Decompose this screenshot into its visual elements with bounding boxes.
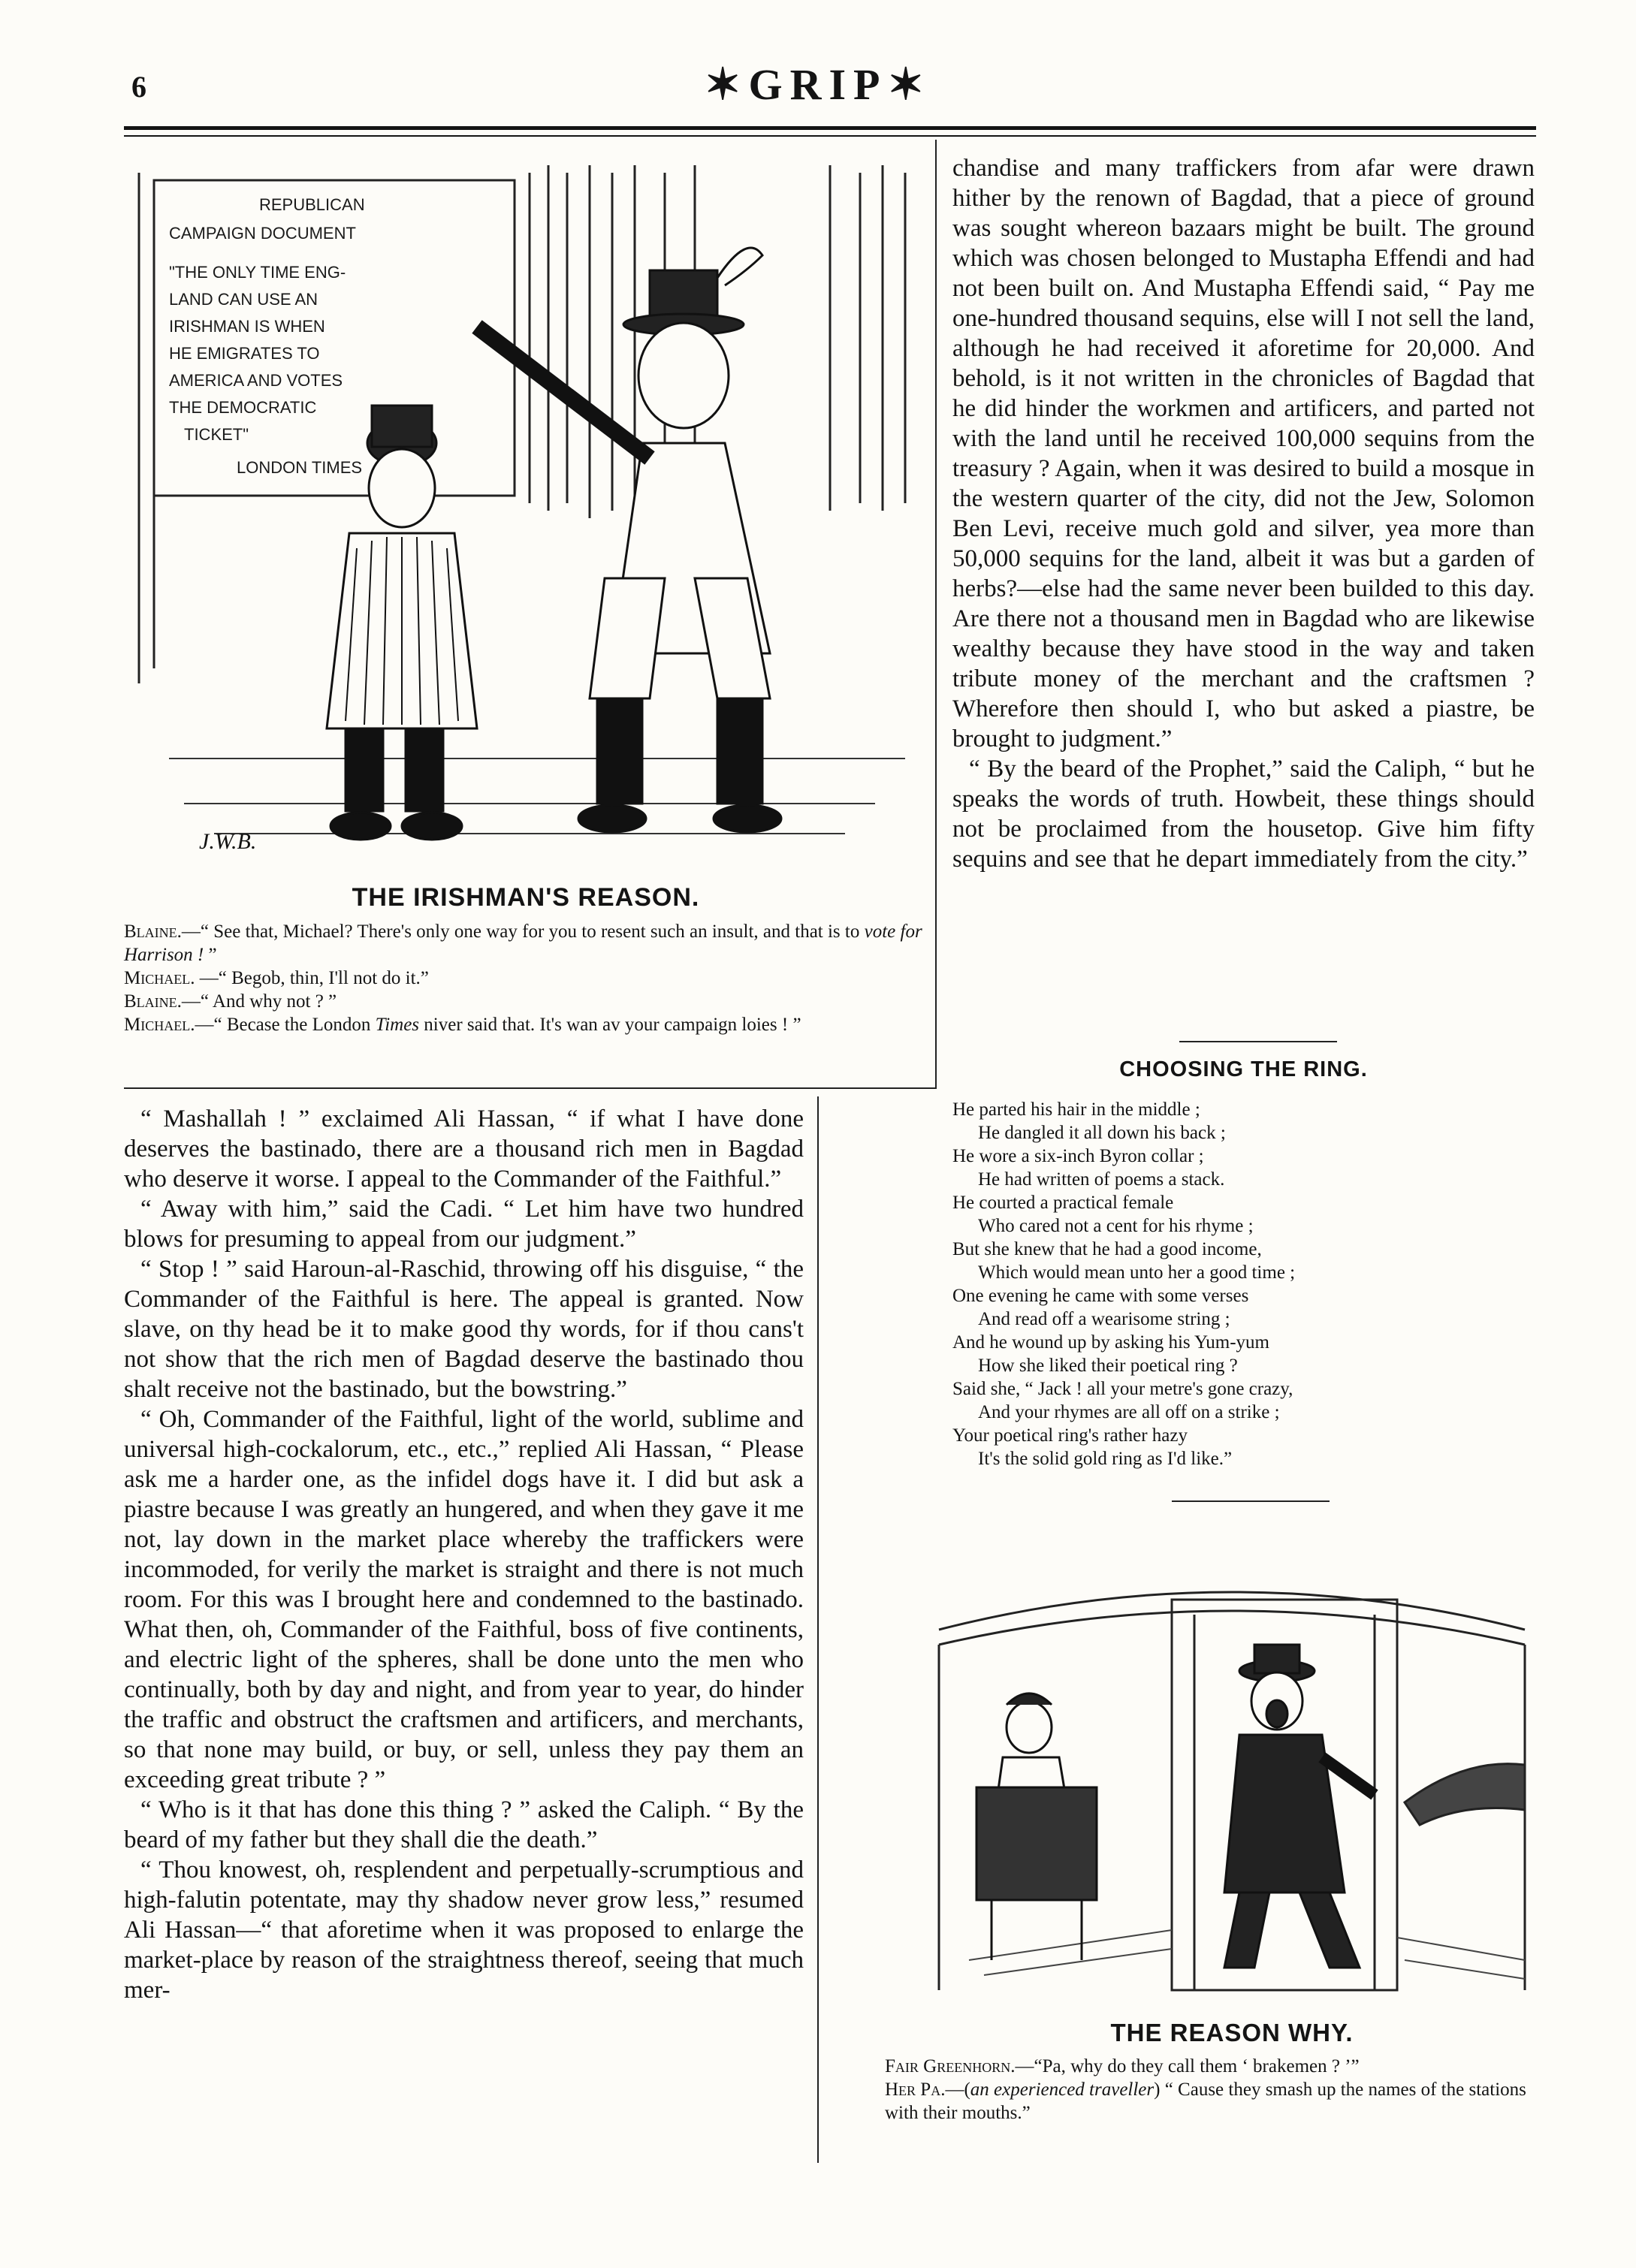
dialogue-line <box>124 967 928 990</box>
right-column-text <box>952 153 1535 874</box>
cartoon-box-bottom-rule <box>124 1087 937 1089</box>
dialogue-text: niver said that. It's wan av your campaign loies ! ” <box>419 1015 801 1035</box>
cartoon1-title: THE IRISHMAN'S REASON. <box>352 883 700 912</box>
poem-line: Said she, “ Jack ! all your metre's gone crazy, <box>952 1379 1293 1399</box>
paragraph: chandise and many traffickers from afar were drawn hither by the renown of Bagdad, that a piece of ground was sought whereon bazaars might be built. The ground which was chosen belonged to Mustapha Effendi and had not been built on. And Mustapha Effendi said, “ Pay me one-hundred thousand sequins, else will I not sell the land, although he had received it aforetime for 20,000. And behold, is it not written in the chronicles of Bagdad that he did hinder the workmen and artificers, and parted not with the land until he received 100,000 sequins from the treasury ? Again, when it was desired to build a mosque in the western quarter of the city, did not the Jew, Solomon Ben Levi, receive much gold and silver, yea more than 50,000 sequins for the land, albeit it was but a garden of herbs?—else had the same never been builded to this day. Are there not a thousand men in Bagdad who are likewise wealthy because they have stood in the way and taken tribute money of the merchant and the craftsmen ? Wherefore then should I, who but asked a piastre, be brought to judgment.” <box>952 155 1535 752</box>
irishmans-reason-cartoon <box>124 158 928 879</box>
speaker: Fair Greenhorn. <box>885 2056 1016 2076</box>
placard-line: "THE ONLY TIME ENG- <box>169 263 346 282</box>
poem-line: He had written of poems a stack. <box>978 1169 1225 1190</box>
placard-line: REPUBLICAN <box>259 195 365 214</box>
dialogue-text: —“ Begob, thin, I'll not do it.” <box>195 968 429 988</box>
dialogue-text: ” <box>204 945 217 965</box>
header-rule-thin <box>124 135 1536 137</box>
paragraph: “ Oh, Commander of the Faithful, light of the world, sublime and universal high-cockalorum, etc., etc.,” replied Ali Hassan, “ Please ask me a harder one, as the infidel dogs have it. I did but ask a piastre because I was greatly an hungered, and when they gave it me not, lay down in the market place whereby the traffickers were incommoded, for verily the market is straight and there is not much room. For this was I brought here and condemned to the bastinado. What then, oh, Commander of the Faithful, boss of five continents, and electric light of the spheres, shall be done unto the men who continually, both by day and night, and from year to year, do hinder the traffic and obstruct the craftsmen and artificers, and merchants, so that none may build, or buy, or sell, unless they pay them an exceeding great tribute ? ” <box>124 1406 804 1793</box>
paragraph: “ Away with him,” said the Cadi. “ Let him have two hundred blows for presuming to appeal from our judgment.” <box>124 1196 804 1253</box>
poem-line: He parted his hair in the middle ; <box>952 1099 1200 1120</box>
dialogue-text: —“Pa, why do they call them ‘ brakemen ? ’” <box>1015 2056 1360 2076</box>
placard-line: TICKET" <box>184 425 249 444</box>
placard-line: LONDON TIMES <box>237 458 363 477</box>
poem-line: He wore a six-inch Byron collar ; <box>952 1146 1204 1166</box>
poem-line: He courted a practical female <box>952 1193 1174 1213</box>
dialogue-text: ) “ Cause they smash up the names of the stations with their mouths.” <box>885 2080 1526 2123</box>
section-divider <box>1172 1500 1330 1502</box>
poem-title: CHOOSING THE RING. <box>1119 1057 1368 1081</box>
speaker: Michael. <box>124 1015 195 1035</box>
left-column-text <box>124 1104 804 2005</box>
brakeman-figure <box>1224 1645 1375 1968</box>
reason-why-cartoon <box>924 1540 1540 2005</box>
column-divider-top <box>935 140 937 1087</box>
speaker: Blaine. <box>124 991 182 1012</box>
column-divider-bottom <box>817 1096 819 2163</box>
placard-line: CAMPAIGN DOCUMENT <box>169 224 356 243</box>
dialogue-line <box>124 990 928 1013</box>
placard-line: HE EMIGRATES TO <box>169 344 320 363</box>
dialogue-line <box>124 1013 928 1036</box>
dialogue-line <box>885 2078 1546 2125</box>
paragraph: “ Mashallah ! ” exclaimed Ali Hassan, “ if what I have done deserves the bastinado, there are a thousand rich men in Bagdad who deserve it worse. I appeal to the Commander of the Faithful.” <box>124 1105 804 1193</box>
placard-line: LAND CAN USE AN <box>169 290 318 309</box>
placard-line: IRISHMAN IS WHEN <box>169 317 325 336</box>
paragraph: “ By the beard of the Prophet,” said the Caliph, “ but he speaks the words of truth. Howbeit, these things should not be proclaimed from the housetop. Give him fifty sequins and see that he depart immediately from the city.” <box>952 755 1535 873</box>
blaine-figure <box>477 248 781 832</box>
poem-body <box>952 1098 1535 1470</box>
poem-line: It's the solid gold ring as I'd like.” <box>978 1449 1233 1469</box>
poem-line: Your poetical ring's rather hazy <box>952 1425 1188 1446</box>
poem-line: How she liked their poetical ring ? <box>978 1356 1238 1376</box>
placard-line: AMERICA AND VOTES <box>169 371 343 390</box>
cartoon1-dialogue <box>124 920 928 1036</box>
page-number: 6 <box>131 70 146 104</box>
header-rule-thick <box>124 126 1536 130</box>
dialogue-emphasis: an experienced traveller <box>970 2080 1155 2100</box>
dialogue-line <box>124 920 928 967</box>
poem-line: But she knew that he had a good income, <box>952 1239 1262 1259</box>
dialogue-line <box>885 2055 1546 2078</box>
poem-line: Who cared not a cent for his rhyme ; <box>978 1216 1254 1236</box>
dialogue-emphasis: vote for Harrison ! <box>124 921 922 965</box>
cartoon2-dialogue <box>885 2055 1546 2125</box>
dialogue-emphasis: Times <box>375 1015 420 1035</box>
poem-line: He dangled it all down his back ; <box>978 1123 1226 1143</box>
section-divider <box>1179 1041 1337 1042</box>
dialogue-text: —“ See that, Michael? There's only one way for you to resent such an insult, and that is to <box>181 921 865 942</box>
artist-signature: J.W.B. <box>199 829 257 854</box>
dialogue-text: —“ Becase the London <box>195 1015 376 1035</box>
speaker: Her Pa. <box>885 2080 946 2100</box>
speaker: Michael. <box>124 968 195 988</box>
poem-line: And he wound up by asking his Yum-yum <box>952 1332 1269 1353</box>
speaker: Blaine. <box>124 921 182 942</box>
cartoon2-title: THE REASON WHY. <box>1110 2019 1354 2046</box>
poem-line: Which would mean unto her a good time ; <box>978 1262 1296 1283</box>
poem-line: One evening he came with some verses <box>952 1286 1249 1306</box>
masthead-title: ✶GRIP✶ <box>704 60 932 109</box>
paragraph: “ Who is it that has done this thing ? ” asked the Caliph. “ By the beard of my father but they shall die the death.” <box>124 1796 804 1853</box>
dialogue-text: —( <box>945 2080 970 2100</box>
ground-hatching <box>169 759 905 834</box>
paragraph: “ Stop ! ” said Haroun-al-Raschid, throwing off his disguise, “ the Commander of the Faithful is here. The appeal is granted. Now slave, on thy head be it to make good thy words, for if thou cans't not show that the rich men of Bagdad deserve the bastinado thou shalt receive not the bastinado, but the bowstring.” <box>124 1256 804 1403</box>
placard-line: THE DEMOCRATIC <box>169 398 317 417</box>
paragraph: “ Thou knowest, oh, resplendent and perpetually-scrumptious and high-falutin potentate, may thy shadow never grow less,” resumed Ali Hassan—“ that aforetime when it was proposed to enlarge the market-place by reason of the straightness thereof, seeing that much mer- <box>124 1856 804 2004</box>
poem-line: And your rhymes are all off on a strike ; <box>978 1402 1280 1422</box>
greenhorn-woman-figure <box>976 1693 1097 1960</box>
dialogue-text: —“ And why not ? ” <box>181 991 337 1012</box>
poem-line: And read off a wearisome string ; <box>978 1309 1230 1329</box>
